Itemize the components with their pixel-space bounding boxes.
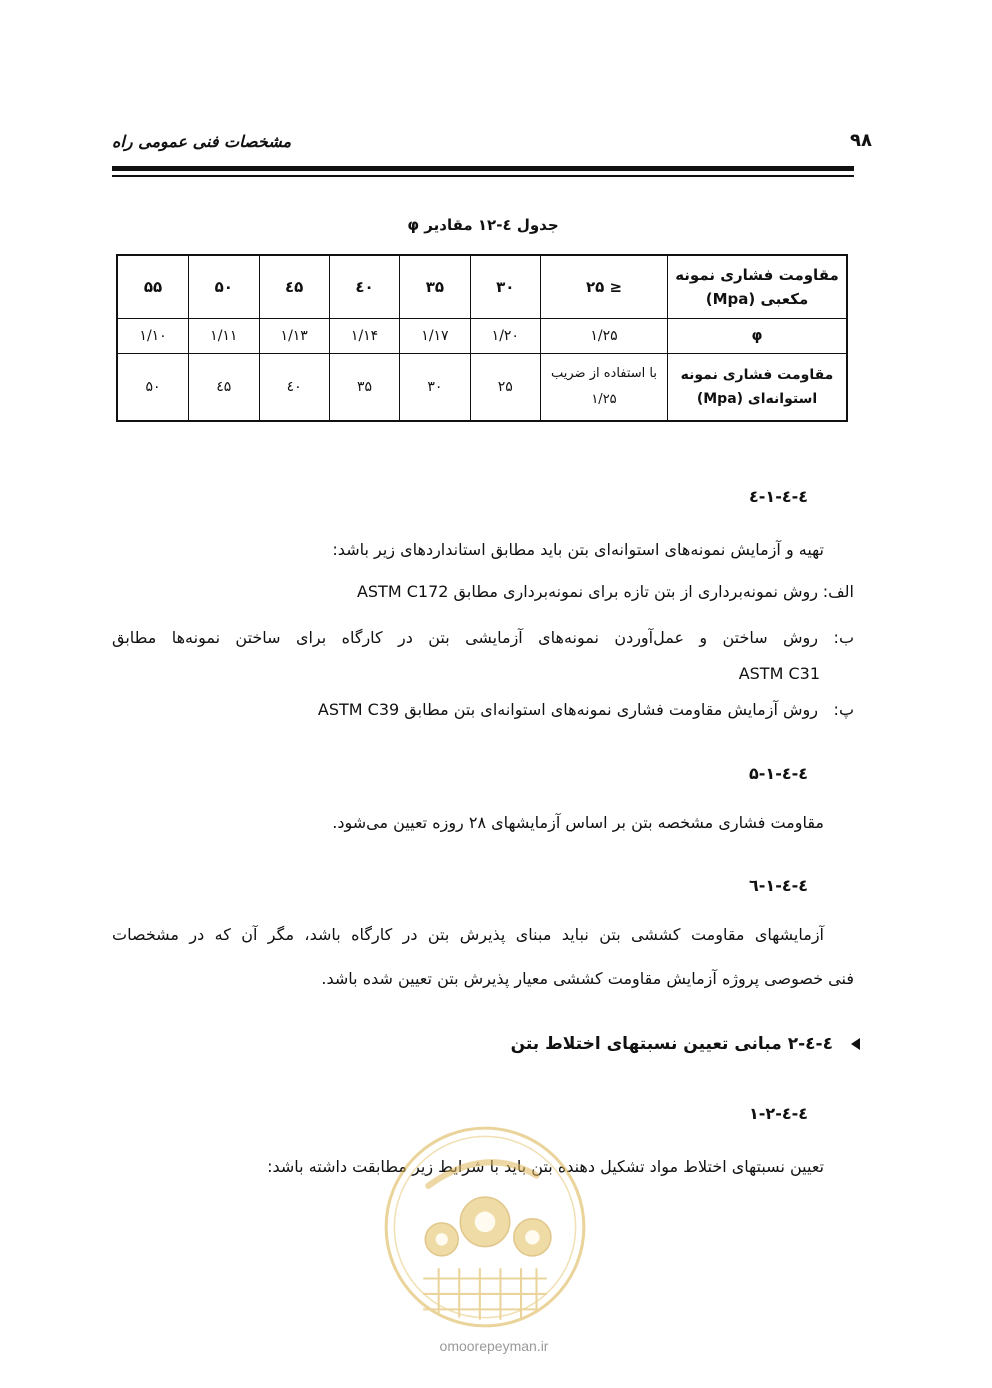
section-number: ۱-۲-٤-٤ xyxy=(749,1104,808,1123)
phi-values-table xyxy=(116,254,848,422)
table-row-cylinder-strength xyxy=(117,354,847,422)
section-paragraph-line: فنی خصوصی پروژه آزمایش مقاومت کششی معیار پذیرش بتن تعیین شده باشد. xyxy=(321,969,854,988)
table-cell: ٤۰ xyxy=(329,255,399,319)
watermark-url: omoorepeyman.ir xyxy=(439,1338,549,1354)
section-paragraph-line: آزمایشهای مقاومت کششی بتن نباید مبنای پذیرش بتن در کارگاه باشد، مگر آن که در مشخصات xyxy=(112,925,824,944)
section-heading xyxy=(300,1034,860,1054)
table-cell: ۵۵ xyxy=(117,255,189,319)
list-item xyxy=(112,574,854,610)
list-item-mark: ب: xyxy=(833,628,854,647)
table-cell: ٤۵ xyxy=(259,255,329,319)
row-label-line: استوانه‌ای (Mpa) xyxy=(696,391,818,407)
section-intro: تهیه و آزمایش نمونه‌های استوانه‌ای بتن باید مطابق استانداردهای زیر باشد: xyxy=(332,540,824,559)
section-number: ۵-۱-٤-٤ xyxy=(749,764,808,783)
list-item-mark: پ: xyxy=(833,700,854,719)
page-number: ۹۸ xyxy=(850,130,872,151)
list-item xyxy=(112,620,854,656)
table-cell: ۳۰ xyxy=(400,354,470,422)
table-cell: ۳۰ xyxy=(470,255,540,319)
header-rule-thin xyxy=(112,175,854,177)
row-label-cylinder-strength xyxy=(668,354,848,422)
row-label-cube-strength xyxy=(668,255,848,319)
table-cell: ۳۵ xyxy=(329,354,399,422)
header-rule-thick xyxy=(112,166,854,171)
cell-line: ۱/۲۵ xyxy=(591,392,617,407)
table-cell: ۱/۱۰ xyxy=(117,319,189,354)
cell-line: با استفاده از ضریب xyxy=(550,366,658,381)
table-cell: ۱/۱۳ xyxy=(259,319,329,354)
table-cell-factor xyxy=(541,354,668,422)
row-label-line: مقاومت فشاری نمونه xyxy=(675,266,839,284)
table-cell: ٤۵ xyxy=(189,354,259,422)
row-label-phi: φ xyxy=(668,319,848,354)
table-cell: ۱/۱۱ xyxy=(189,319,259,354)
section-paragraph: مقاومت فشاری مشخصه بتن بر اساس آزمایشهای ۲۸ روزه تعیین می‌شود. xyxy=(332,813,824,832)
table-row-cube-strength xyxy=(117,255,847,319)
table-cell: ۲۵ xyxy=(470,354,540,422)
list-item-continuation: ASTM C31 xyxy=(738,664,820,683)
table-cell: ۱/۱۴ xyxy=(329,319,399,354)
section-number: ٤-۱-٤-٤ xyxy=(749,487,808,506)
table-cell: ≤ ۲۵ xyxy=(541,255,668,319)
table-cell: ٤۰ xyxy=(259,354,329,422)
table-row-phi xyxy=(117,319,847,354)
table-cell: ۱/۲۵ xyxy=(541,319,668,354)
table-cell: ۱/۲۰ xyxy=(470,319,540,354)
row-label-line: مقاومت فشاری نمونه xyxy=(680,367,834,383)
list-item-text: روش نمونه‌برداری از بتن تازه برای نمونه‌برداری مطابق ASTM C172 xyxy=(356,582,818,601)
watermark-logo-icon xyxy=(382,1124,588,1330)
list-item-text: روش آزمایش مقاومت فشاری نمونه‌های استوانه‌ای بتن مطابق ASTM C39 xyxy=(317,700,818,719)
row-label-line: مکعبی (Mpa) xyxy=(705,290,809,308)
section-number: ٦-۱-٤-٤ xyxy=(749,876,808,895)
table-cell: ۱/۱۷ xyxy=(400,319,470,354)
running-header-title: مشخصات فنی عمومی راه xyxy=(112,132,292,151)
table-cell: ۳۵ xyxy=(400,255,470,319)
table-caption: جدول ٤-۱۲ مقادیر φ xyxy=(407,216,559,234)
list-item xyxy=(112,692,854,728)
table-cell: ۵۰ xyxy=(117,354,189,422)
table-cell: ۵۰ xyxy=(189,255,259,319)
list-item-text: روش ساختن و عمل‌آوردن نمونه‌های آزمایشی بتن در کارگاه برای ساختن نمونه‌ها مطابق xyxy=(112,628,818,647)
section-paragraph: تعیین نسبتهای اختلاط مواد تشکیل دهنده بتن باید با شرایط زیر مطابقت داشته باشد: xyxy=(267,1157,824,1176)
list-item-mark: الف: xyxy=(822,582,854,601)
triangle-bullet-icon xyxy=(851,1038,860,1050)
section-heading-text: ٤-٤-۲ مبانی تعیین نسبتهای اختلاط بتن xyxy=(510,1034,833,1054)
